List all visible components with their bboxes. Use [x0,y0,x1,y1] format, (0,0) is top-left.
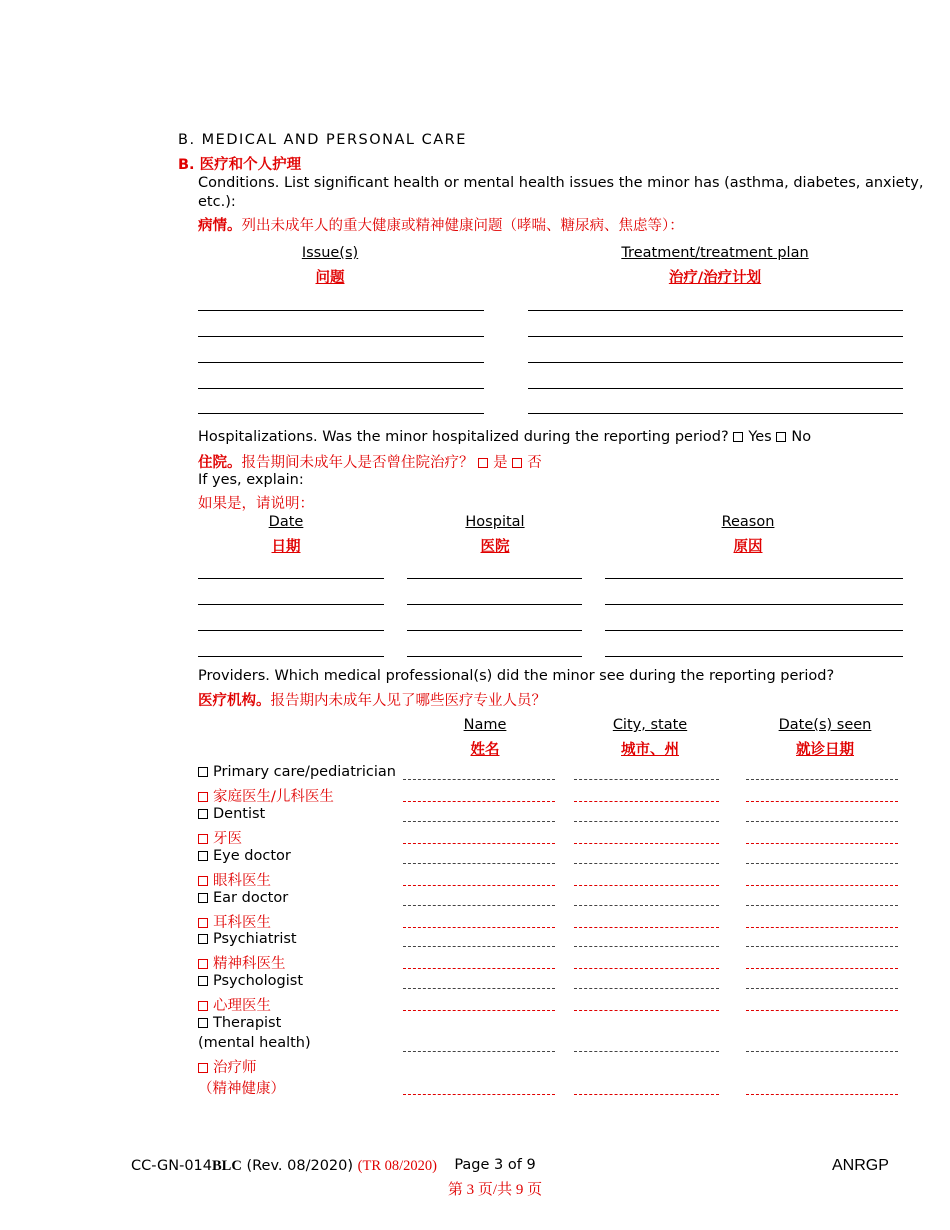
issue-line-1[interactable] [198,310,484,311]
hospitalization-question-cn [198,451,542,472]
col-date-cn: 日期 [271,539,301,555]
provider-item-en [198,890,288,906]
reason-line-1[interactable] [605,578,903,579]
providers-label-cn: 医疗机构。 [198,693,271,709]
reason-line-3[interactable] [605,630,903,631]
provider-checkbox[interactable] [198,893,208,903]
provider-name-field[interactable] [403,779,555,780]
no-checkbox-cn[interactable] [512,458,522,468]
providers-question-en: Providers. Which medical professional(s) did the minor see during the reporting period? [198,668,835,684]
treatment-line-4[interactable] [528,388,903,389]
provider-label-en: Therapist [213,1015,282,1031]
provider-city-field-cn[interactable] [574,801,719,802]
form-suffix: BLC [212,1158,242,1174]
provider-dates-field-cn[interactable] [746,843,898,844]
form-code: CC-GN-014 [131,1158,213,1174]
provider-item-cn [198,952,286,973]
col-date-en: Date [268,514,304,530]
provider-name-field[interactable] [403,821,555,822]
provider-item-cn [198,785,334,806]
provider-item-cn [198,994,271,1015]
hospital-line-1[interactable] [407,578,582,579]
provider-city-field[interactable] [574,821,719,822]
provider-label-en: Dentist [213,806,266,822]
conditions-question-en-cont: etc.): [198,194,236,210]
no-label-cn: 否 [527,455,542,471]
provider-item-en [198,973,303,989]
provider-city-field-cn[interactable] [574,885,719,886]
provider-dates-field[interactable] [746,988,898,989]
hospitalization-text-en: Hospitalizations. Was the minor hospitalized during the reporting period? [198,429,729,445]
provider-name-field-cn[interactable] [403,801,555,802]
col-hospital-en: Hospital [465,514,525,530]
conditions-text-cn: 列出未成年人的重大健康或精神健康问题（哮喘、糖尿病、焦虑等）： [241,218,684,234]
provider-city-field[interactable] [574,905,719,906]
provider-item-cn [198,827,242,848]
provider-checkbox[interactable] [198,851,208,861]
form-tr: (TR 08/2020) [357,1158,437,1174]
provider-checkbox[interactable] [198,767,208,777]
col-reason-en: Reason [721,514,775,530]
provider-name-field-cn[interactable] [403,1094,555,1095]
provider-item-en [198,1015,281,1031]
col-city-en: City, state [612,717,688,733]
provider-item-en [198,931,297,947]
provider-name-field[interactable] [403,863,555,864]
provider-label-en: Psychiatrist [213,931,297,947]
provider-dates-field[interactable] [746,821,898,822]
col-city-cn: 城市、州 [621,742,679,758]
hospitalization-label-cn: 住院。 [198,455,242,471]
provider-label-en: Ear doctor [213,890,289,906]
provider-name-field-cn[interactable] [403,843,555,844]
provider-item-cn [198,1056,257,1077]
hospital-line-3[interactable] [407,630,582,631]
provider-checkbox-cn[interactable] [198,792,208,802]
issue-line-4[interactable] [198,388,484,389]
provider-label-en: Eye doctor [213,848,291,864]
provider-checkbox-cn[interactable] [198,918,208,928]
issue-line-3[interactable] [198,362,484,363]
provider-dates-field-cn[interactable] [746,927,898,928]
provider-city-field-cn[interactable] [574,1010,719,1011]
provider-city-field-cn[interactable] [574,1094,719,1095]
conditions-label-cn: 病情。 [198,218,242,234]
provider-dates-field-cn[interactable] [746,885,898,886]
form-rev: (Rev. 08/2020) [246,1158,354,1174]
col-issue-en: Issue(s) [301,245,359,261]
provider-name-field-cn[interactable] [403,968,555,969]
providers-question-cn [198,689,546,710]
if-yes-cn: 如果是，请说明： [198,496,314,512]
yes-checkbox[interactable] [733,432,743,442]
issue-line-5[interactable] [198,413,484,414]
provider-checkbox[interactable] [198,976,208,986]
provider-city-field-cn[interactable] [574,843,719,844]
col-dates-cn: 就诊日期 [796,742,854,758]
treatment-line-1[interactable] [528,310,903,311]
provider-label-cn: 精神科医生 [213,956,286,972]
col-name-cn: 姓名 [470,742,500,758]
provider-checkbox[interactable] [198,809,208,819]
provider-checkbox-cn[interactable] [198,834,208,844]
treatment-line-5[interactable] [528,413,903,414]
provider-city-field[interactable] [574,779,719,780]
hospital-line-4[interactable] [407,656,582,657]
col-issue-cn: 问题 [315,270,345,286]
col-treatment-cn: 治疗/治疗计划 [668,270,762,286]
provider-label-en: Primary care/pediatrician [213,764,396,780]
provider-city-field-cn[interactable] [574,927,719,928]
col-hospital-cn: 医院 [480,539,510,555]
provider-item-cn [198,911,271,932]
provider-item-en [198,806,265,822]
conditions-question-cn [198,214,684,235]
provider-label-cn: 心理医生 [213,998,271,1014]
date-line-4[interactable] [198,656,384,657]
provider-name-field[interactable] [403,946,555,947]
date-line-2[interactable] [198,604,384,605]
col-dates-en: Date(s) seen [778,717,872,733]
treatment-line-2[interactable] [528,336,903,337]
page-number-en: Page 3 of 9 [454,1157,536,1173]
provider-label-en: Psychologist [213,973,304,989]
provider-label-cn: 治疗师 [213,1060,257,1076]
reason-line-2[interactable] [605,604,903,605]
yes-checkbox-cn[interactable] [478,458,488,468]
date-line-3[interactable] [198,630,384,631]
provider-item-en [198,848,291,864]
providers-text-cn: 报告期内未成年人见了哪些医疗专业人员？ [270,693,546,709]
provider-city-field-cn[interactable] [574,968,719,969]
provider-label-en-cont: (mental health) [198,1035,311,1051]
provider-dates-field-cn[interactable] [746,801,898,802]
provider-dates-field[interactable] [746,863,898,864]
provider-label-cn: 牙医 [213,831,242,847]
hospital-line-2[interactable] [407,604,582,605]
provider-item-cn [198,869,271,890]
provider-dates-field-cn[interactable] [746,1094,898,1095]
provider-label-cn-cont: （精神健康） [198,1081,285,1097]
provider-dates-field[interactable] [746,946,898,947]
provider-city-field[interactable] [574,988,719,989]
provider-dates-field[interactable] [746,779,898,780]
provider-checkbox-cn[interactable] [198,1063,208,1073]
provider-checkbox[interactable] [198,934,208,944]
section-title-cn: B. 医疗和个人护理 [178,157,302,173]
provider-dates-field-cn[interactable] [746,968,898,969]
provider-city-field[interactable] [574,1051,719,1052]
provider-label-cn: 眼科医生 [213,873,271,889]
provider-name-field[interactable] [403,905,555,906]
provider-item-en [198,764,396,780]
provider-city-field[interactable] [574,863,719,864]
provider-city-field[interactable] [574,946,719,947]
section-title-en: B. MEDICAL AND PERSONAL CARE [178,132,467,148]
no-checkbox[interactable] [776,432,786,442]
treatment-line-3[interactable] [528,362,903,363]
issue-line-2[interactable] [198,336,484,337]
page-number-cn: 第 3 页/共 9 页 [447,1182,543,1198]
provider-checkbox-cn[interactable] [198,876,208,886]
col-name-en: Name [463,717,507,733]
hospitalization-question-en [198,429,811,445]
col-reason-cn: 原因 [733,539,763,555]
col-treatment-en: Treatment/treatment plan [621,245,809,261]
provider-dates-field[interactable] [746,1051,898,1052]
yes-label: Yes [748,429,772,445]
provider-label-cn: 耳科医生 [213,915,271,931]
provider-name-field-cn[interactable] [403,885,555,886]
footer-form-code [131,1158,437,1175]
hospitalization-text-cn: 报告期间未成年人是否曾住院治疗？ [241,455,474,471]
conditions-question-en: Conditions. List significant health or mental health issues the minor has (asthma, diabetes, anxiety, [198,175,924,191]
yes-label-cn: 是 [493,455,508,471]
provider-dates-field[interactable] [746,905,898,906]
provider-dates-field-cn[interactable] [746,1010,898,1011]
if-yes-en: If yes, explain: [198,472,304,488]
provider-name-field-cn[interactable] [403,927,555,928]
date-line-1[interactable] [198,578,384,579]
provider-name-field-cn[interactable] [403,1010,555,1011]
footer-right-code: ANRGP [832,1157,889,1174]
reason-line-4[interactable] [605,656,903,657]
provider-checkbox-cn[interactable] [198,1001,208,1011]
provider-name-field[interactable] [403,988,555,989]
provider-label-cn: 家庭医生/儿科医生 [213,789,334,805]
provider-checkbox[interactable] [198,1018,208,1028]
provider-name-field[interactable] [403,1051,555,1052]
provider-checkbox-cn[interactable] [198,959,208,969]
no-label: No [791,429,812,445]
